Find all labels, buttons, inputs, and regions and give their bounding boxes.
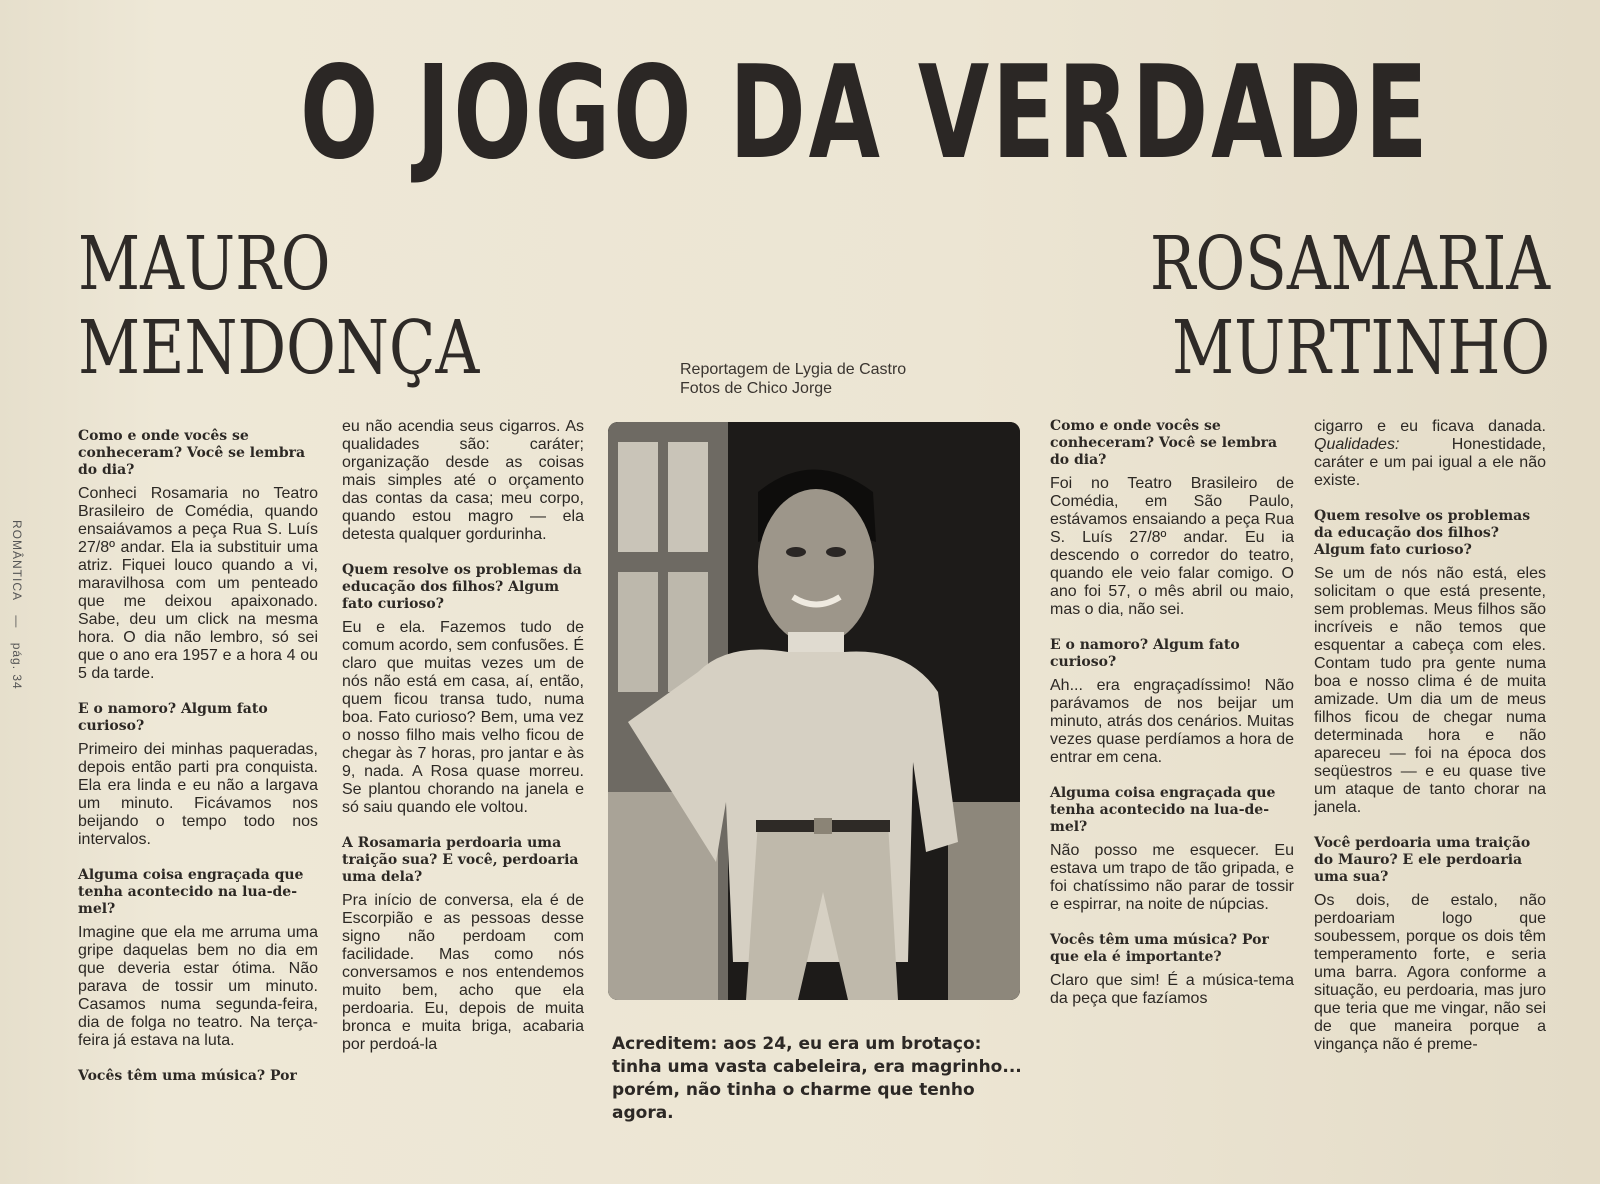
question: Alguma coisa engraçada que tenha acontecido na lua-de-mel?	[78, 867, 304, 917]
question: E o namoro? Algum fato curioso?	[1050, 637, 1240, 670]
answer-text: Honestidade, caráter e um pai igual a ele não existe.	[1314, 436, 1546, 489]
question: Vocês têm uma música? Por que ela é importante?	[1050, 932, 1269, 965]
answer: Os dois, de estalo, não perdoariam logo que soubessem, porque os dois têm temperamento forte, e seria uma barra. Agora conforme a situação, eu perdoaria, mas juro que teria que me vingar, não sei de que maneira porque a vingança não é preme-	[1314, 892, 1546, 1053]
headline: O JOGO DA VERDADE	[300, 39, 1431, 188]
answer	[1314, 418, 1546, 490]
left-name-line1: MAURO	[78, 221, 331, 307]
answer: Imagine que ela me arruma uma gripe daquelas bem no dia em que deveria estar ótima. Não parava de tossir um minuto. Casamos numa segunda-feira, dia de folga no teatro. Na terça-feira já estava na luta.	[78, 924, 318, 1049]
side-label-dash: —	[10, 615, 24, 629]
right-name-line1: ROSAMARIA	[1149, 221, 1550, 307]
answer: Conheci Rosamaria no Teatro Brasileiro de Comédia, quando ensaiávamos a peça Rua S. Luís 27/8º andar. Ela ia substituir uma atriz. Fiquei louco quando a vi, maravilhosa com um penteado que me deixou apaixonado. Sabe, deu um click na mesma hora. O dia não lembro, só sei que o ano era 1957 e a hora 4 ou 5 da tarde.	[78, 485, 318, 682]
question: Você perdoaria uma traição do Mauro? E ele perdoaria uma sua?	[1314, 835, 1531, 885]
left-name-line2: MENDONÇA	[78, 305, 480, 391]
answer: Se um de nós não está, eles solicitam o que está presente, sem problemas. Meus filhos são incríveis e não temos que esquentar a cabeça com eles. Contam tudo pra gente numa boa e nosso clima é de muita amizade. Um dia um de meus filhos ficou de chegar numa determinada hora e não apareceu — foi na época dos seqüestros — e eu quase tive um ataque de tanto chorar na janela.	[1314, 565, 1546, 816]
answer: Primeiro dei minhas paqueradas, depois então parti pra conquista. Ela era linda e eu não a largava um minuto. Ficávamos nos beijando o tempo todo nos intervalos.	[78, 741, 318, 848]
column-rosamaria-1	[1050, 418, 1294, 1026]
question: Quem resolve os problemas da educação dos filhos? Algum fato curioso?	[342, 562, 582, 612]
question: Como e onde vocês se conheceram? Você se lembra do dia?	[1050, 418, 1278, 468]
page-side-label	[10, 520, 24, 700]
article-credits	[680, 360, 906, 398]
column-mauro-2	[342, 418, 584, 1072]
left-name-heading	[78, 222, 479, 390]
answer: Ah... era engraçadíssimo! Não parávamos de nos beijar um minuto, atrás dos cenários. Muitas vezes quase perdíamos a hora de entrar em cena.	[1050, 677, 1294, 766]
report-credit: Reportagem de Lygia de Castro	[680, 361, 907, 378]
answer: Não posso me esquecer. Eu estava um trapo de tão gripada, e foi chatíssimo não parar de tossir e espirrar, na noite de núpcias.	[1050, 842, 1294, 913]
answer: Pra início de conversa, ela é de Escorpião e as pessoas desse signo não perdoam com facilidade. Mas como nós conversamos e nos entendemos muito bem, acho que ela perdoaria. Eu, depois de muita bronca e muita briga, acabaria por perdoá-la	[342, 892, 584, 1053]
column-rosamaria-2	[1314, 418, 1546, 1072]
right-name-line2: MURTINHO	[1171, 305, 1550, 391]
question: Vocês têm uma música? Por	[78, 1068, 297, 1084]
right-name-heading	[1150, 222, 1550, 390]
answer: Claro que sim! É a música-tema da peça que fazíamos	[1050, 972, 1294, 1007]
answer: Eu e ela. Fazemos tudo de comum acordo, sem confusões. É claro que muitas vezes um de nós não está em casa, aí, então, quem ficou transa tudo, numa boa. Fato curioso? Bem, uma vez o nosso filho mais velho ficou de chegar às 7 horas, pro jantar e às 9, nada. A Rosa quase morreu. Se plantou chorando na janela e só saiu quando ele voltou.	[342, 619, 584, 816]
answer-text: cigarro e eu ficava danada.	[1314, 418, 1546, 435]
question: A Rosamaria perdoaria uma traição sua? E você, perdoaria uma dela?	[342, 835, 579, 885]
answer: Foi no Teatro Brasileiro de Comédia, em São Paulo, estávamos ensaiando a peça Rua S. Luís 27/8º andar. Eu ia descendo o corredor do teatro, quando ele veio falar comigo. O ano foi 57, o mês abril ou maio, mas o dia, não sei.	[1050, 475, 1294, 618]
question: Quem resolve os problemas da educação dos filhos? Algum fato curioso?	[1314, 508, 1531, 558]
photo-caption: Acreditem: aos 24, eu era um brotaço: tinha uma vasta cabeleira, era magrinho... porém, não tinha o charme que tenho agora.	[612, 1034, 1022, 1123]
portrait-photo	[608, 422, 1020, 1000]
portrait-illustration	[608, 422, 1020, 1000]
page-number: pág. 34	[10, 642, 24, 690]
magazine-name: ROMÂNTICA	[10, 520, 24, 601]
photo-credit: Fotos de Chico Jorge	[680, 380, 833, 397]
qualities-label: Qualidades:	[1314, 436, 1400, 453]
question: Como e onde vocês se conheceram? Você se lembra do dia?	[78, 428, 306, 478]
question: Alguma coisa engraçada que tenha acontecido na lua-de-mel?	[1050, 785, 1276, 835]
column-mauro-1	[78, 428, 318, 1091]
answer: eu não acendia seus cigarros. As qualidades são: caráter; organização desde as coisas mais simples até o orçamento das contas da casa; meu corpo, quando estou magro — ela detesta qualquer gordurinha.	[342, 418, 584, 543]
question: E o namoro? Algum fato curioso?	[78, 701, 268, 734]
